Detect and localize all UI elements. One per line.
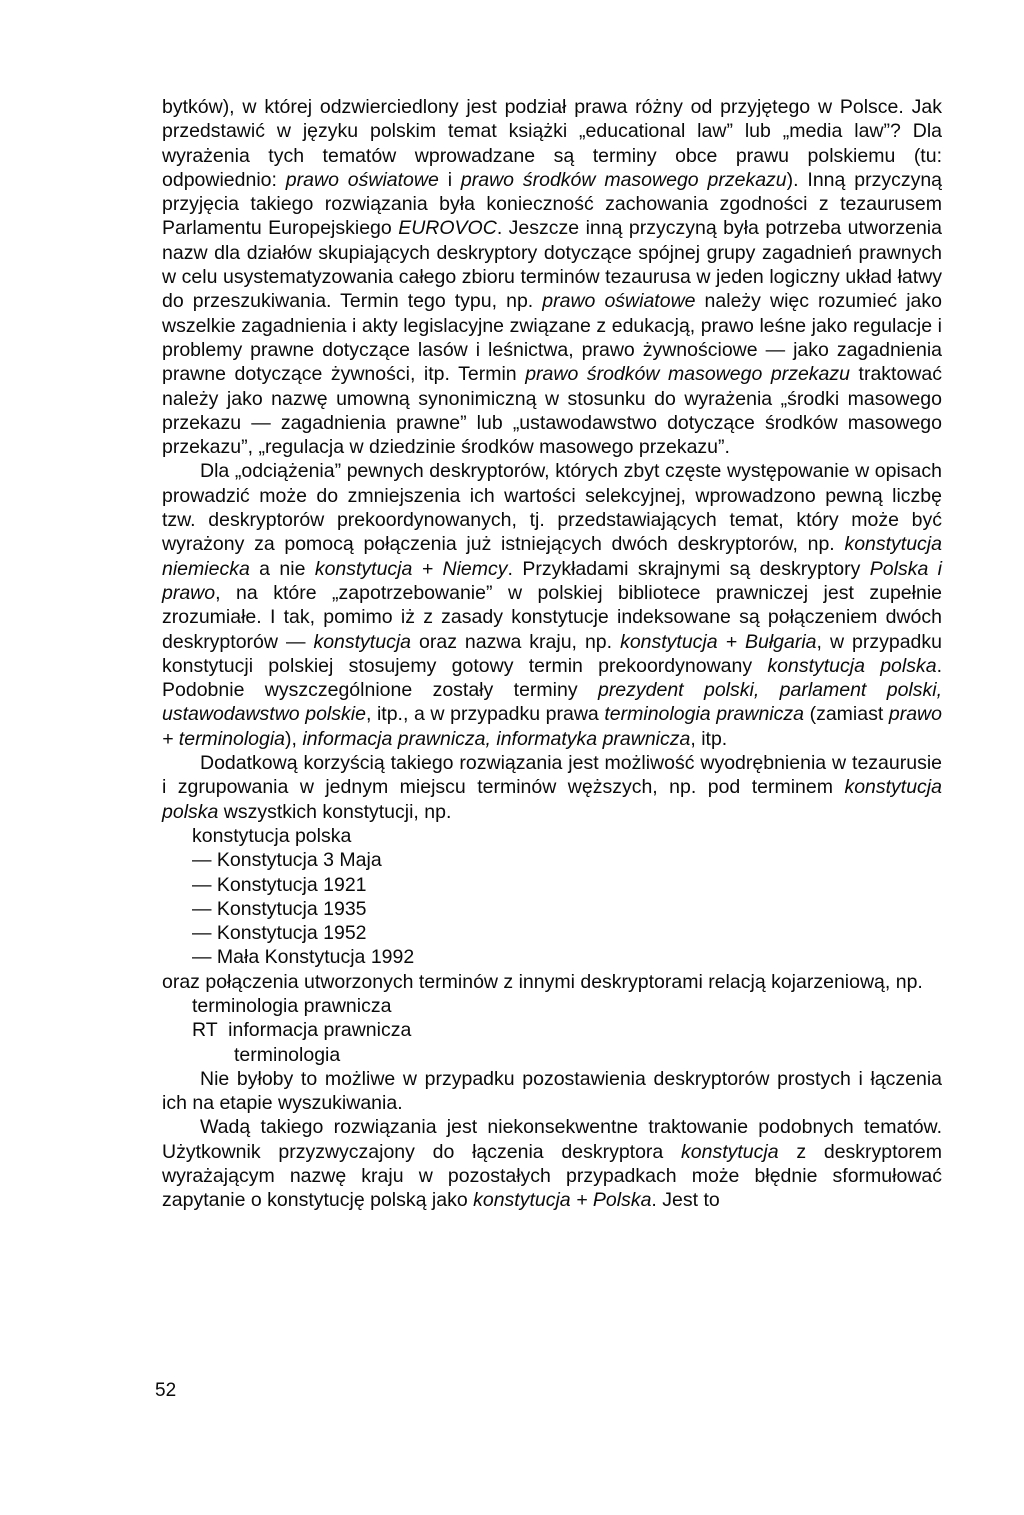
paragraph bbox=[162, 459, 942, 751]
text-run: i bbox=[438, 168, 461, 191]
paragraph bbox=[162, 95, 942, 459]
italic-term: prawo środków masowego przekazu bbox=[460, 168, 787, 191]
page-number: 52 bbox=[155, 1380, 177, 1401]
text-run: Nie byłoby to możliwe w przypadku pozostawienia deskryptorów prostych i łączenia ich na etapie wyszukiwania. bbox=[162, 1067, 942, 1115]
list-item: — Mała Konstytucja 1992 bbox=[192, 946, 415, 969]
rt-head: terminologia prawnicza bbox=[192, 994, 392, 1017]
italic-term: konstytucja + Niemcy bbox=[314, 557, 508, 580]
text-run: traktować należy jako nazwę umowną synonimiczną w stosunku do wyrażenia „środki masowego przekazu — zagadnienia prawne” lub „ustawodawstwo dotyczące środków masowego przekazu”, „regulacja w dziedzinie środków masowego przekazu”. bbox=[162, 363, 942, 459]
paragraph-group-closing bbox=[162, 1067, 942, 1213]
rt-item: terminologia bbox=[234, 1043, 341, 1066]
text-run: . Przykładami skrajnymi są deskryptory bbox=[507, 557, 870, 580]
list-item: — Konstytucja 1921 bbox=[192, 873, 367, 896]
italic-term: konstytucja + Bułgaria bbox=[620, 630, 817, 653]
rt-label: RT bbox=[192, 1019, 218, 1042]
rt-item: informacja prawnicza bbox=[228, 1019, 412, 1042]
text-run: z deskryptorem wyrażającym nazwę kraju w pozostałych przypadkach może błędnie sformułować zapytanie o konstytucję polską jako bbox=[162, 1140, 942, 1212]
body-text bbox=[162, 95, 942, 1213]
paragraph bbox=[162, 1115, 942, 1212]
rt-line bbox=[162, 1018, 942, 1042]
italic-term: terminologia prawnicza bbox=[604, 703, 804, 726]
paragraph bbox=[162, 751, 942, 824]
list-item: — Konstytucja 1935 bbox=[192, 897, 367, 920]
text-run: . Jeszcze inną przyczyną była potrzeba utworzenia nazw dla działów skupiających deskryptory dotyczące spójnej grupy zagadnień prawnych w celu usystematyzowania całego zbioru terminów tezaurusa w jeden logiczny układ łatwy do przeszukiwania. Termin tego typu, np. bbox=[162, 217, 942, 313]
italic-term: konstytucja polska bbox=[767, 654, 937, 677]
italic-term: konstytucja bbox=[681, 1140, 779, 1163]
italic-term: Polska i prawo bbox=[162, 557, 943, 604]
text-run: należy więc rozumieć jako wszelkie zagadnienia i akty legislacyjne związane z edukacją, prawo leśne jako regulacje i problemy prawne dotyczące lasów i leśnictwa, prawo żywnościowe — jako zagadnienia prawne dotyczące żywności, itp. Termin bbox=[162, 290, 942, 386]
list-head: konstytucja polska bbox=[192, 824, 352, 847]
text-run: . Podobnie wyszczególnione zostały terminy bbox=[162, 654, 942, 702]
italic-term: prezydent polski, parlament polski, ustawodawstwo polskie bbox=[162, 679, 943, 726]
italic-term: prawo środków masowego przekazu bbox=[525, 363, 850, 386]
text-run: ), bbox=[285, 727, 303, 750]
text-run: ). Inną przyczyną przyjęcia takiego rozwiązania była konieczność zachowania zgodności z tezaurusem Parlamentu Europejskiego bbox=[162, 168, 943, 240]
text-run: a nie bbox=[249, 557, 315, 580]
list-item: — Konstytucja 1952 bbox=[192, 922, 367, 945]
text-run: . Jest to bbox=[651, 1189, 720, 1212]
list-item: — Konstytucja 3 Maja bbox=[192, 849, 382, 872]
text-run: , itp. bbox=[690, 727, 728, 750]
italic-term: konstytucja + Polska bbox=[473, 1189, 652, 1212]
italic-term: EUROVOC bbox=[398, 217, 497, 240]
italic-term: prawo oświatowe bbox=[542, 290, 696, 313]
text-run: (zamiast bbox=[803, 703, 889, 726]
italic-term: prawo oświatowe bbox=[285, 168, 439, 191]
italic-term: konstytucja niemiecka bbox=[162, 533, 942, 580]
italic-term: informacja prawnicza, informatyka prawnicza bbox=[302, 727, 691, 750]
paragraph bbox=[162, 1067, 942, 1116]
italic-term: konstytucja polska bbox=[162, 776, 942, 823]
text-run: oraz nazwa kraju, np. bbox=[411, 630, 621, 653]
text-run: wszystkich konstytucji, np. bbox=[218, 800, 452, 823]
text-run: , na które „zapotrzebowanie” w polskiej bibliotece prawniczej jest zupełnie zrozumiałe. I tak, pomimo iż z zasady konstytucje indeksowane są połączeniem dwóch deskryptorów — bbox=[162, 581, 942, 653]
italic-term: konstytucja bbox=[313, 630, 412, 653]
italic-term: prawo + terminologia bbox=[162, 703, 942, 750]
narrower-terms-list bbox=[162, 848, 942, 969]
after-list-paragraph: oraz połączenia utworzonych terminów z innymi deskryptorami relacją kojarzeniową, np. bbox=[162, 970, 923, 993]
text-run: bytków), w której odzwierciedlony jest podział prawa różny od przyjętego w Polsce. Jak przedstawić w języku polskim temat książki „educational law” lub „media law”? Dla wyrażenia tych tematów wprowadzane są terminy obce prawu polskiemu (tu: odpowiednio: bbox=[162, 96, 942, 191]
text-run: , w przypadku konstytucji polskiej stosujemy gotowy termin prekoordynowany bbox=[162, 630, 942, 677]
text-run: , itp., a w przypadku prawa bbox=[365, 703, 605, 726]
text-run: Dodatkową korzyścią takiego rozwiązania jest możliwość wyodrębnienia w tezaurusie i zgrupowania w jednym miejscu terminów węższych, np. pod terminem bbox=[162, 752, 942, 799]
paragraph-group-main bbox=[162, 95, 942, 824]
text-run: Wadą takiego rozwiązania jest niekonsekwentne traktowanie podobnych tematów. Użytkownik przyzwyczajony do łączenia deskryptora bbox=[162, 1116, 942, 1163]
text-run: Dla „odciążenia” pewnych deskryptorów, których zbyt częste występowanie w opisach prowadzić może do zmniejszenia ich wartości selekcyjnej, wprowadzono pewną liczbę tzw. deskryptorów prekoordynowanych, tj. przedstawiających temat, który może być wyrażony za pomocą połączenia już istniejących dwóch deskryptorów, np. bbox=[162, 460, 942, 556]
